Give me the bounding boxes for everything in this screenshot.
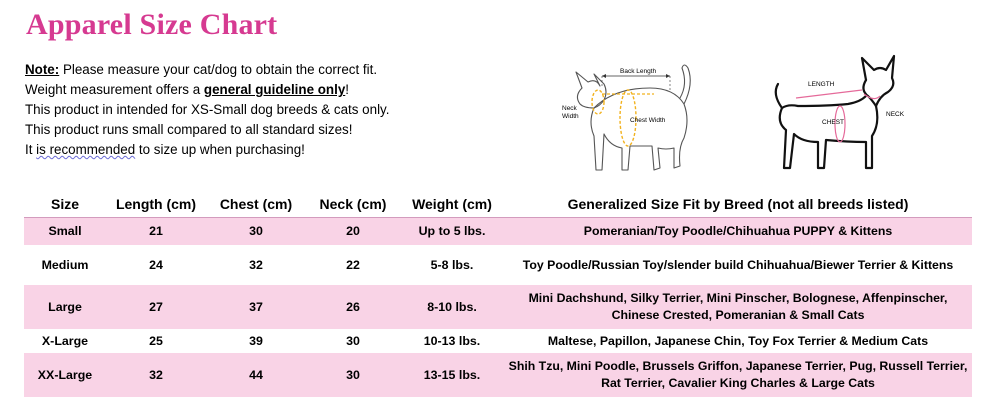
- neck-width-label-2: Width: [562, 113, 579, 120]
- table-row: [24, 285, 972, 329]
- neck-cell: 30: [306, 353, 400, 397]
- breed-cell: Pomeranian/Toy Poodle/Chihuahua PUPPY & Kittens: [504, 218, 972, 246]
- dog-length-line: [796, 90, 862, 98]
- dog-measurement-illustration: [768, 50, 920, 180]
- note-line-2: [25, 80, 389, 100]
- table-row: [24, 218, 972, 246]
- column-header: Generalized Size Fit by Breed (not all breeds listed): [504, 191, 972, 218]
- note-text: Please measure your cat/dog to obtain the correct fit.: [59, 62, 378, 77]
- note-text: !: [345, 82, 349, 97]
- length-cell: 21: [106, 218, 206, 246]
- note-text: It: [25, 142, 37, 157]
- weight-cell: 13-15 lbs.: [400, 353, 504, 397]
- note-line-5: [25, 140, 389, 160]
- weight-cell: Up to 5 lbs.: [400, 218, 504, 246]
- table-row: [24, 353, 972, 397]
- length-cell: 25: [149, 333, 163, 348]
- note-line-1: [25, 60, 389, 80]
- page-title: Apparel Size Chart: [26, 8, 278, 41]
- breed-cell: Shih Tzu, Mini Poodle, Brussels Griffon, Japanese Terrier, Pug, Russell Terrier, Rat Terrier, Cavalier King Charles & Large Cats: [504, 353, 972, 397]
- weight-cell: 8-10 lbs.: [400, 285, 504, 329]
- chest-width-label: Chest Width: [630, 117, 666, 124]
- length-cell: 32: [106, 353, 206, 397]
- note-line-3: This product in intended for XS-Small dog breeds & cats only.: [25, 102, 390, 117]
- note-label: Note:: [25, 62, 60, 77]
- neck-cell: 26: [306, 285, 400, 329]
- breed-cell: Maltese, Papillon, Japanese Chin, Toy Fox Terrier & Medium Cats: [547, 333, 929, 348]
- column-header: Weight (cm): [400, 191, 504, 218]
- size-cell: Large: [24, 285, 106, 329]
- chest-cell: 37: [206, 285, 306, 329]
- size-cell: Small: [24, 218, 106, 246]
- chest-cell: 44: [206, 353, 306, 397]
- neck-cell: 22: [346, 257, 360, 272]
- dog-outline: [776, 56, 894, 168]
- table-row: [24, 245, 972, 285]
- neck-cell: 30: [346, 333, 360, 348]
- neck-cell: 20: [306, 218, 400, 246]
- note-text: Weight measurement offers a: [25, 82, 204, 97]
- dog-neck-label: NECK: [886, 111, 905, 118]
- size-table: [24, 191, 972, 397]
- note-line-4: This product runs small compared to all standard sizes!: [25, 122, 353, 137]
- length-cell: 27: [106, 285, 206, 329]
- size-cell: X-Large: [41, 333, 89, 348]
- recommended-text: is recommended: [36, 142, 136, 157]
- chest-cell: 30: [206, 218, 306, 246]
- weight-cell: 5-8 lbs.: [430, 257, 474, 272]
- table-header-row: [24, 191, 972, 218]
- breed-cell: Mini Dachshund, Silky Terrier, Mini Pinscher, Bolognese, Affenpinscher, Chinese Crested, Pomeranian & Small Cats: [504, 285, 972, 329]
- column-header: Length (cm): [106, 191, 206, 218]
- note-text: to size up when purchasing!: [135, 142, 305, 157]
- notes-block: [25, 60, 389, 160]
- column-header: Neck (cm): [306, 191, 400, 218]
- neck-width-label: Neck: [562, 105, 577, 112]
- cat-measurement-illustration: [554, 58, 706, 182]
- length-cell: 24: [149, 257, 163, 272]
- guideline-emphasis: general guideline only: [203, 82, 346, 97]
- chest-cell: 32: [249, 257, 263, 272]
- column-header: Size: [24, 191, 106, 218]
- breed-cell: Toy Poodle/Russian Toy/slender build Chihuahua/Biewer Terrier & Kittens: [522, 257, 954, 272]
- table-row: [24, 329, 972, 353]
- dog-length-label: LENGTH: [808, 81, 835, 88]
- dog-chest-label: CHEST: [822, 119, 845, 126]
- column-header: Chest (cm): [206, 191, 306, 218]
- weight-cell: 10-13 lbs.: [423, 333, 481, 348]
- size-cell: XX-Large: [24, 353, 106, 397]
- back-length-label: Back Length: [620, 68, 657, 75]
- chest-cell: 39: [249, 333, 263, 348]
- size-cell: Medium: [41, 257, 89, 272]
